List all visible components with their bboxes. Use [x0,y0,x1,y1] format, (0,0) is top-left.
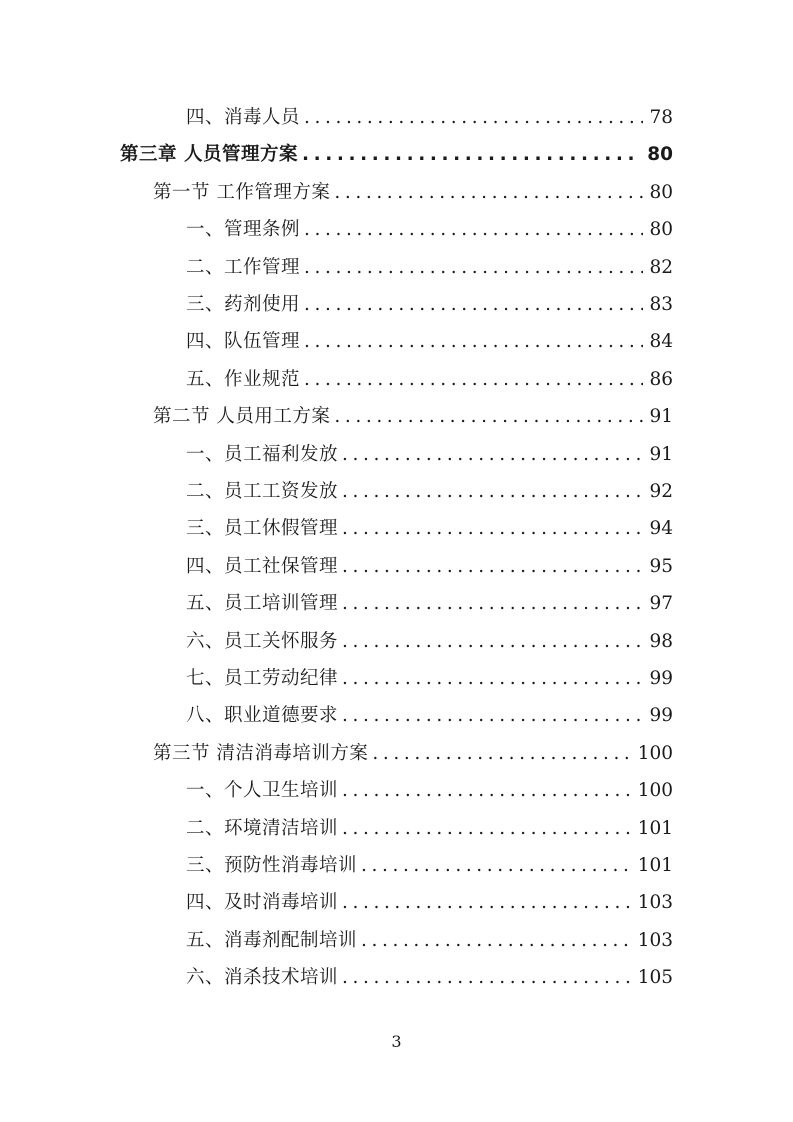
toc-dot-leader [304,100,643,136]
toc-entry-title: 三、药剂使用 [186,294,301,315]
toc-entry-title: 第一节 工作管理方案 [153,181,331,203]
toc-entry-title: 七、员工劳动纪律 [186,668,339,689]
toc-dot-leader [361,923,632,959]
toc-entry-title: 二、工作管理 [186,256,301,278]
toc-item-entry[interactable] [186,324,673,360]
toc-dot-leader [342,885,632,921]
toc-item-entry[interactable] [186,362,673,398]
toc-dot-leader [304,212,643,248]
toc-item-entry[interactable] [186,661,673,697]
toc-entry-page: 78 [649,107,673,128]
toc-entry-title: 第三节 清洁消毒培训方案 [153,742,369,764]
toc-item-entry[interactable] [186,960,673,996]
toc-entry-title: 八、职业道德要求 [186,705,339,727]
toc-item-entry[interactable] [186,100,673,136]
toc-entry-title: 一、个人卫生培训 [186,780,339,802]
toc-entry-page: 105 [637,967,673,989]
toc-entry-page: 91 [649,443,673,465]
toc-dot-leader [342,586,643,622]
toc-item-entry[interactable] [186,698,673,734]
toc-dot-leader [361,848,632,884]
toc-entry-page: 99 [649,668,673,689]
toc-dot-leader [342,549,643,585]
toc-dot-leader [342,960,632,996]
toc-entry-page: 99 [649,705,673,727]
toc-entry-page: 91 [649,406,673,428]
toc-entry-title: 第二节 人员用工方案 [153,406,331,428]
toc-entry-page: 80 [647,144,673,166]
toc-dot-leader [342,624,643,660]
toc-dot-leader [342,511,643,547]
toc-dot-leader [304,362,643,398]
toc-entry-page: 101 [637,817,673,839]
toc-entry-title: 四、队伍管理 [186,331,301,353]
toc-entry-title: 四、及时消毒培训 [186,892,339,914]
toc-dot-leader [342,437,643,473]
toc-entry-page: 92 [649,481,673,502]
toc-entry-title: 第三章 人员管理方案 [120,144,298,166]
toc-item-entry[interactable] [186,923,673,959]
toc-item-entry[interactable] [186,848,673,884]
toc-entry-title: 六、员工关怀服务 [186,630,339,652]
toc-dot-leader [342,661,643,697]
toc-item-entry[interactable] [186,437,673,473]
toc-entry-page: 86 [649,368,673,390]
toc-item-entry[interactable] [186,287,673,323]
toc-entry-title: 四、员工社保管理 [186,555,339,577]
toc-entry-title: 三、预防性消毒培训 [186,855,358,876]
toc-item-entry[interactable] [186,549,673,585]
toc-section-entry[interactable] [153,399,673,435]
toc-entry-title: 四、消毒人员 [186,107,301,128]
toc-entry-title: 一、管理条例 [186,219,301,241]
toc-entry-page: 100 [637,780,673,802]
toc-entry-title: 二、环境清洁培训 [186,817,339,839]
toc-chapter-entry[interactable] [120,137,673,173]
toc-item-entry[interactable] [186,624,673,660]
toc-entry-title: 二、员工工资发放 [186,481,339,502]
toc-item-entry[interactable] [186,511,673,547]
toc-entry-page: 100 [637,742,673,764]
toc-item-entry[interactable] [186,250,673,286]
toc-item-entry[interactable] [186,773,673,809]
toc-item-entry[interactable] [186,885,673,921]
toc-section-entry[interactable] [153,736,673,772]
toc-entry-title: 六、消杀技术培训 [186,967,339,989]
toc-entry-title: 三、员工休假管理 [186,518,339,540]
toc-entry-title: 一、员工福利发放 [186,443,339,465]
toc-item-entry[interactable] [186,474,673,510]
toc-dot-leader [342,474,643,510]
toc-entry-page: 82 [649,256,673,278]
toc-entry-title: 五、消毒剂配制培训 [186,929,358,951]
page-number: 3 [391,1032,402,1051]
toc-entry-page: 94 [649,518,673,540]
toc-entry-page: 103 [637,929,673,951]
toc-entry-page: 80 [649,181,673,203]
toc-entry-page: 84 [649,331,673,353]
toc-section-entry[interactable] [153,175,673,211]
toc-dot-leader [304,287,643,323]
toc-dot-leader [334,399,643,435]
toc-entry-page: 101 [637,855,673,876]
toc-entry-page: 97 [649,593,673,615]
toc-dot-leader [304,324,643,360]
toc-entry-page: 95 [649,555,673,577]
toc-dot-leader [334,175,643,211]
toc-entry-title: 五、作业规范 [186,368,301,390]
toc-entry-page: 98 [649,630,673,652]
toc-dot-leader [302,137,641,173]
toc-item-entry[interactable] [186,212,673,248]
toc-dot-leader [342,773,632,809]
toc-dot-leader [342,811,632,847]
toc-dot-leader [304,250,643,286]
toc-item-entry[interactable] [186,586,673,622]
toc-entry-page: 103 [637,892,673,914]
toc-item-entry[interactable] [186,811,673,847]
toc-entry-title: 五、员工培训管理 [186,593,339,615]
toc-entry-page: 80 [649,219,673,241]
toc-dot-leader [342,698,643,734]
toc-dot-leader [372,736,631,772]
toc-entry-page: 83 [649,294,673,315]
